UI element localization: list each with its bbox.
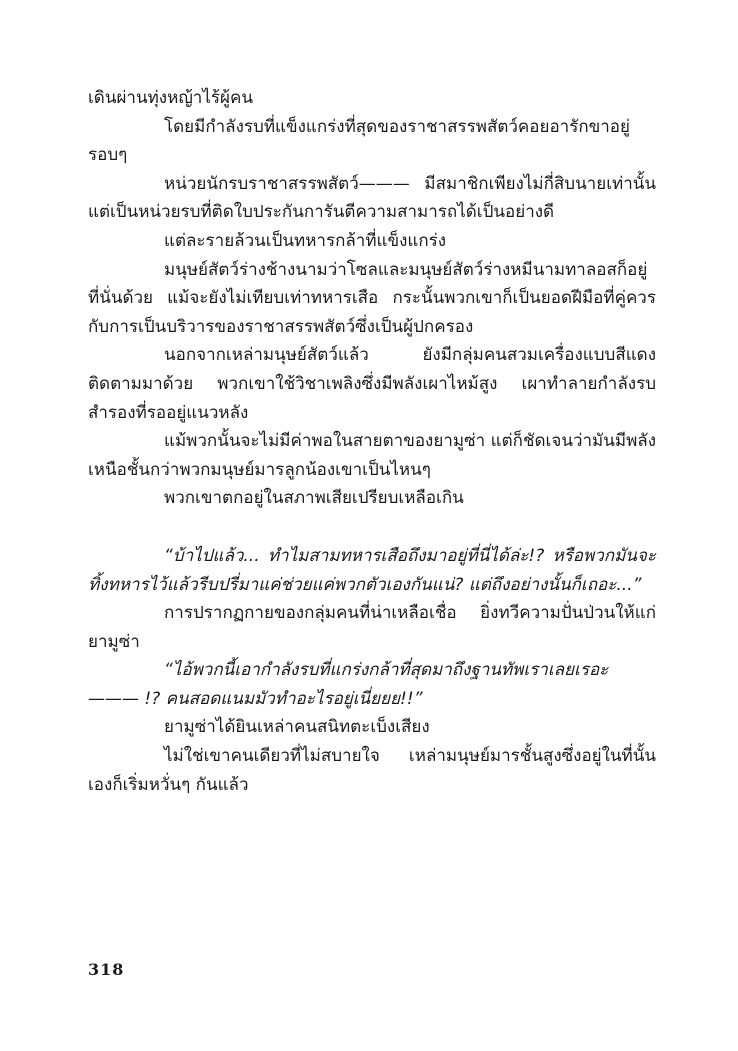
paragraph: แม้พวกนั้นจะไม่มีค่าพอในสายตาของยามูซ่า แต่ก็ชัดเจนว่ามันมีพลังเหนือชั้นกว่าพวกมนุษย์มารลูกน้องเขาเป็นไหนๆ [88, 431, 656, 480]
dialogue-paragraph: “บ้าไปแล้ว... ทำไมสามทหารเสือถึงมาอยู่ที่นี่ได้ล่ะ!? หรือพวกมันจะทิ้งทหารไว้แล้วรีบปรี่มาแค่ช่วยแค่พวกตัวเองกันแน่? แต่ถึงอย่างนั้นก็เถอะ...” [88, 545, 656, 595]
paragraph: พวกเขาตกอยู่ในสภาพเสียเปรียบเหลือเกิน [164, 488, 464, 509]
page-body [88, 84, 656, 799]
paragraph: นอกจากเหล่ามนุษย์สัตว์แล้ว ยังมีกลุ่มคนสวมเครื่องแบบสีแดงติดตามมาด้วย พวกเขาใช้วิชาเพลิงซึ่งมีพลังเผาไหม้สูง เผาทำลายกำลังรบสำรองที่รออยู่แนวหลัง [88, 345, 656, 423]
paragraph: การปรากฏกายของกลุ่มคนที่น่าเหลือเชื่อ ยิ่งทวีความปั่นป่วนให้แก่ยามูซ่า [88, 603, 656, 652]
paragraph: เดินผ่านทุ่งหญ้าไร้ผู้คน [88, 88, 253, 108]
dialogue-paragraph: “ไอ้พวกนี้เอากำลังรบที่แกร่งกล้าที่สุดมาถึงฐานทัพเราเลยเรอะ——— !? คนสอดแนมมัวทำอะไรอยู่เนี่ยยย!!” [88, 660, 609, 709]
paragraph-gap [88, 513, 656, 542]
paragraph: มนุษย์สัตว์ร่างช้างนามว่าโซลและมนุษย์สัตว์ร่างหมีนามทาลอสก็อยู่ที่นั่นด้วย แม้จะยังไม่เทียบเท่าทหารเสือ กระนั้นพวกเขาก็เป็นยอดฝีมือที่คู่ควรกับการเป็นบริวารของราชาสรรพสัตว์ซึ่งเป็นผู้ปกครอง [88, 259, 656, 337]
paragraph: แต่ละรายล้วนเป็นทหารกล้าที่แข็งแกร่ง [164, 230, 447, 251]
paragraph: ยามูซ่าได้ยินเหล่าคนสนิทตะเบ็งเสียง [164, 717, 430, 738]
paragraph: โดยมีกำลังรบที่แข็งแกร่งที่สุดของราชาสรรพสัตว์คอยอารักขาอยู่รอบๆ [88, 116, 630, 166]
paragraph: หน่วยนักรบราชาสรรพสัตว์——— มีสมาชิกเพียงไม่กี่สิบนายเท่านั้น แต่เป็นหน่วยรบที่ติดใบประกันการันตีความสามารถได้เป็นอย่างดี [88, 173, 656, 223]
page-number: 318 [88, 960, 125, 979]
paragraph: ไม่ใช่เขาคนเดียวที่ไม่สบายใจ เหล่ามนุษย์มารชั้นสูงซึ่งอยู่ในที่นั้นเองก็เริ่มหวั่นๆ กันแล้ว [88, 746, 656, 795]
